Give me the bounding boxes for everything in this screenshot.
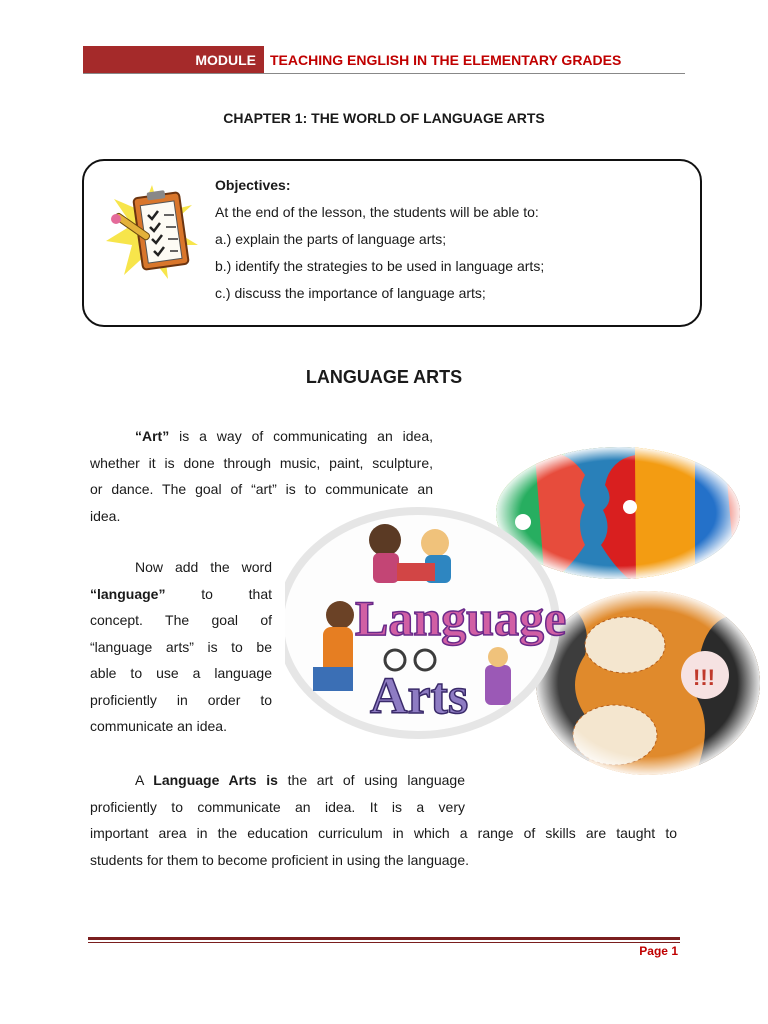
objectives-text — [215, 172, 544, 307]
module-title: TEACHING ENGLISH IN THE ELEMENTARY GRADES — [270, 52, 622, 68]
paragraph-language — [90, 554, 272, 740]
section-title: LANGUAGE ARTS — [305, 367, 463, 387]
para1-line: idea. — [90, 507, 121, 524]
para2-line: “language arts” is to be — [90, 638, 272, 655]
para2-line: proficiently in order to — [90, 691, 272, 708]
objectives-intro: At the end of the lesson, the students will be able to: — [215, 204, 539, 220]
term-art: “Art” — [135, 428, 170, 444]
para1-line: “Art” is a way of communicating an idea, — [135, 428, 433, 444]
footer-rule-thin — [88, 942, 680, 943]
para3-line: proficiently to communicate an idea. It is a very — [90, 798, 465, 815]
header-rule — [83, 73, 685, 74]
footer-rule — [88, 937, 680, 940]
logo-text-language: Language — [355, 590, 567, 646]
term-language-arts: Language Arts is — [153, 772, 278, 788]
para2-line: “language” to that — [90, 585, 272, 602]
paragraph-definition — [90, 767, 677, 873]
objective-item: c.) discuss the importance of language arts; — [215, 285, 486, 301]
chapter-title: CHAPTER 1: THE WORLD OF LANGUAGE ARTS — [223, 110, 545, 126]
logo-text-arts: Arts — [370, 668, 469, 725]
language-arts-illustration — [285, 445, 760, 775]
para3-line: students for them to become proficient in using the language. — [90, 851, 470, 868]
para3-line: A Language Arts is the art of using language — [135, 772, 465, 788]
objective-item: a.) explain the parts of language arts; — [215, 231, 447, 247]
objective-item: b.) identify the strategies to be used in language arts; — [215, 258, 545, 274]
para1-line: or dance. The goal of “art” is to communicate an — [90, 481, 433, 497]
para2-line: concept. The goal of — [90, 612, 272, 628]
clipboard-checklist-icon — [102, 183, 202, 283]
module-label: MODULE — [83, 46, 264, 74]
para2-line: Now add the word — [135, 559, 272, 575]
para2-line: able to use a language — [90, 665, 272, 681]
term-language: “language” — [90, 585, 166, 602]
para3-line: important area in the education curriculum in which a range of skills are taught to — [90, 825, 677, 841]
para2-line: communicate an idea. — [90, 718, 227, 734]
page-number: Page 1 — [639, 944, 678, 958]
objectives-label: Objectives: — [215, 177, 291, 193]
para1-line: whether it is done through music, paint, sculpture, — [90, 454, 433, 471]
